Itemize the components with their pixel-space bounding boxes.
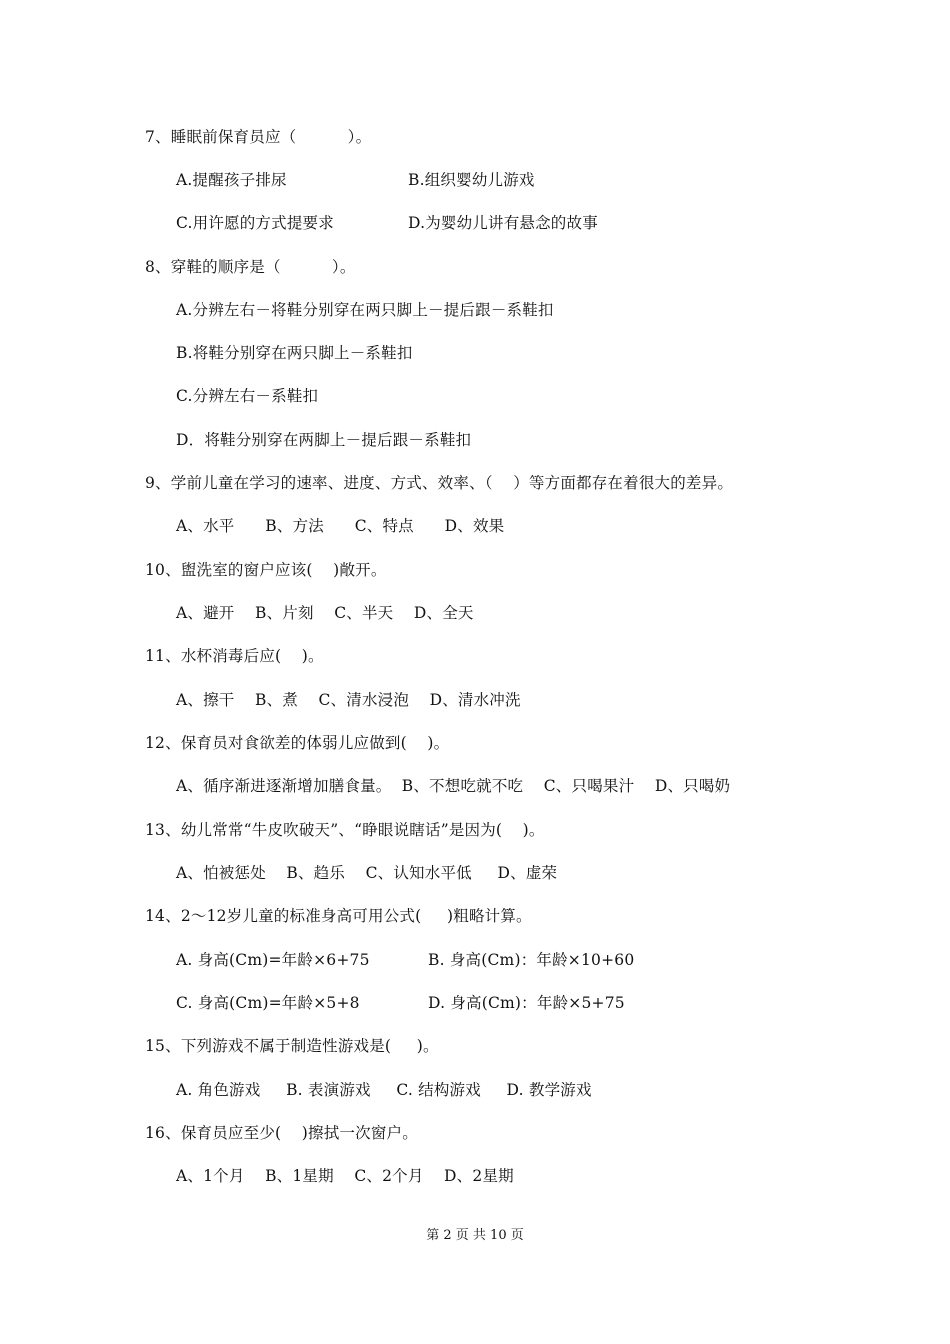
question-8-option-a: A.分辨左右－将鞋分别穿在两只脚上－提后跟－系鞋扣 (176, 301, 554, 319)
question-14-option-a: A. 身高(Cm)=年龄×6+75 (176, 951, 370, 969)
question-13-stem: 13、幼儿常常“牛皮吹破天”、“睁眼说瞎话”是因为( )。 (145, 821, 545, 839)
question-8-option-d: D．将鞋分别穿在两脚上－提后跟－系鞋扣 (176, 431, 472, 449)
question-8-stem: 8、穿鞋的顺序是（ ）。 (145, 258, 356, 276)
question-14-option-d: D. 身高(Cm)：年龄×5+75 (428, 994, 625, 1012)
question-11-options: A、擦干 B、煮 C、清水浸泡 D、清水冲洗 (176, 691, 521, 709)
question-14-option-c: C. 身高(Cm)=年龄×5+8 (176, 994, 360, 1012)
question-15-options: A. 角色游戏 B. 表演游戏 C. 结构游戏 D. 教学游戏 (176, 1081, 592, 1099)
question-7-option-c: C.用许愿的方式提要求 (176, 214, 334, 232)
question-16-stem: 16、保育员应至少( )擦拭一次窗户。 (145, 1124, 418, 1142)
question-15-stem: 15、下列游戏不属于制造性游戏是( )。 (145, 1037, 439, 1055)
question-12-options: A、循序渐进逐渐增加膳食量。 B、不想吃就不吃 C、只喝果汁 D、只喝奶 (176, 777, 731, 795)
question-8-option-b: B.将鞋分别穿在两只脚上－系鞋扣 (176, 344, 413, 362)
question-14-stem: 14、2～12岁儿童的标准身高可用公式( )粗略计算。 (145, 907, 532, 925)
question-13-options: A、怕被惩处 B、趋乐 C、认知水平低 D、虚荣 (176, 864, 558, 882)
question-7-stem: 7、睡眠前保育员应（ ）。 (145, 128, 372, 146)
page-footer: 第 2 页 共 10 页 (426, 1228, 524, 1243)
question-10-stem: 10、盥洗室的窗户应该( )敞开。 (145, 561, 387, 579)
question-9-options: A、水平 B、方法 C、特点 D、效果 (176, 517, 505, 535)
question-7-option-b: B.组织婴幼儿游戏 (408, 171, 535, 189)
question-14-option-b: B. 身高(Cm)：年龄×10+60 (428, 951, 635, 969)
question-12-stem: 12、保育员对食欲差的体弱儿应做到( )。 (145, 734, 450, 752)
question-7-option-a: A.提醒孩子排尿 (176, 171, 287, 189)
question-11-stem: 11、水杯消毒后应( )。 (145, 647, 324, 665)
question-8-option-c: C.分辨左右－系鞋扣 (176, 387, 319, 405)
question-16-options: A、1个月 B、1星期 C、2个月 D、2星期 (176, 1167, 514, 1185)
question-10-options: A、避开 B、片刻 C、半天 D、全天 (176, 604, 474, 622)
question-7-option-d: D.为婴幼儿讲有悬念的故事 (408, 214, 598, 232)
question-9-stem: 9、学前儿童在学习的速率、进度、方式、效率、（ ）等方面都存在着很大的差异。 (145, 474, 734, 492)
